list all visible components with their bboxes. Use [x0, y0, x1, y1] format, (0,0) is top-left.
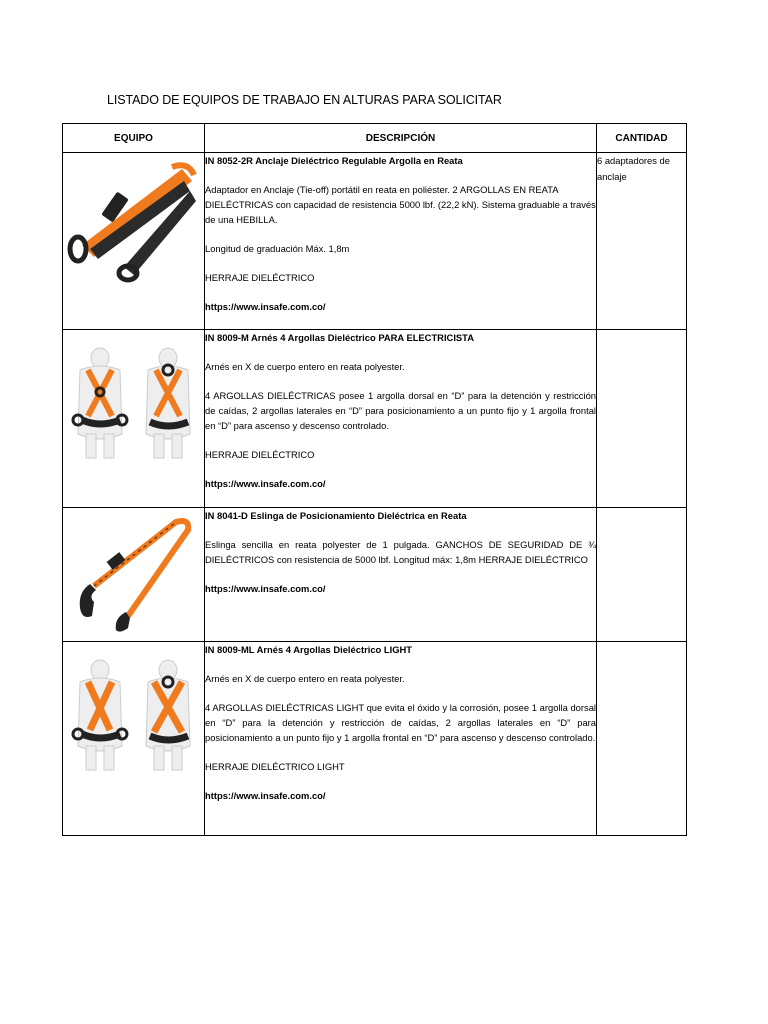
- table-row: [63, 153, 687, 330]
- equipment-table: [62, 123, 687, 836]
- description-cell: [205, 508, 597, 642]
- quantity-cell: [597, 642, 687, 836]
- product-heading: IN 8041-D Eslinga de Posicionamiento Dieléctrica en Reata: [205, 510, 467, 521]
- equipment-image-cell: [63, 330, 205, 508]
- product-link[interactable]: https://www.insafe.com.co/: [205, 790, 326, 801]
- product-heading: IN 8009-M Arnés 4 Argollas Dieléctrico PARA ELECTRICISTA: [205, 332, 474, 343]
- table-header-row: [63, 124, 687, 153]
- equipment-image-cell: [63, 508, 205, 642]
- equipment-image-cell: [63, 153, 205, 330]
- description-paragraph: 4 ARGOLLAS DIELÉCTRICAS LIGHT que evita el óxido y la corrosión, posee 1 argolla dorsal en “D” para la detención y restricción de caídas, 2 argollas laterales en “D” para posicionamiento a un punto fijo y 1 argolla frontal en “D” para ascenso y descenso controlado.: [205, 702, 596, 743]
- table-row: [63, 508, 687, 642]
- description-cell: [205, 153, 597, 330]
- product-link[interactable]: https://www.insafe.com.co/: [205, 583, 326, 594]
- row-marker: [62, 329, 68, 330]
- full-body-harness-light-icon: [64, 648, 204, 788]
- row-marker: [62, 152, 68, 153]
- description-paragraph: HERRAJE DIELÉCTRICO: [205, 449, 315, 460]
- full-body-harness-icon: [64, 336, 204, 476]
- product-heading: IN 8052-2R Anclaje Dieléctrico Regulable Argolla en Reata: [205, 155, 463, 166]
- quantity-cell: [597, 508, 687, 642]
- description-paragraph: Longitud de graduación Máx. 1,8m: [205, 243, 350, 254]
- document-title: LISTADO DE EQUIPOS DE TRABAJO EN ALTURAS PARA SOLICITAR: [107, 93, 502, 107]
- description-paragraph: Adaptador en Anclaje (Tie-off) portátil en reata en poliéster. 2 ARGOLLAS EN REATA DIELÉCTRICAS con capacidad de resistencia 5000 lbf. (22,2 kN). Sistema graduable a través de una HEBILLA.: [205, 184, 596, 225]
- table-row: [63, 330, 687, 508]
- row-marker: [62, 641, 68, 642]
- description-cell: [205, 642, 597, 836]
- row-marker: [62, 507, 68, 508]
- product-heading: IN 8009-ML Arnés 4 Argollas Dieléctrico LIGHT: [205, 644, 413, 655]
- description-paragraph: Arnés en X de cuerpo entero en reata polyester.: [205, 673, 405, 684]
- header-equipo: EQUIPO: [63, 124, 205, 153]
- quantity-cell: [597, 330, 687, 508]
- header-descripcion: DESCRIPCIÓN: [205, 124, 597, 153]
- tie-off-anchor-strap-icon: [64, 157, 204, 287]
- product-link[interactable]: https://www.insafe.com.co/: [205, 301, 326, 312]
- description-paragraph: 4 ARGOLLAS DIELÉCTRICAS posee 1 argolla dorsal en “D” para la detención y restricción de caídas, 2 argollas laterales en “D” para posicionamiento a un punto fijo y 1 argolla frontal en “D” para ascenso y descenso controlado.: [205, 390, 596, 431]
- description-paragraph: Eslinga sencilla en reata polyester de 1 pulgada. GANCHOS DE SEGURIDAD DE ¾ DIELÉCTRICOS con resistencia de 5000 lbf. Longitud máx: 1,8m HERRAJE DIELÉCTRICO: [205, 539, 596, 565]
- positioning-lanyard-icon: [64, 512, 204, 632]
- description-paragraph: Arnés en X de cuerpo entero en reata polyester.: [205, 361, 405, 372]
- description-paragraph: HERRAJE DIELÉCTRICO: [205, 272, 315, 283]
- header-cantidad: CANTIDAD: [597, 124, 687, 153]
- description-cell: [205, 330, 597, 508]
- description-paragraph: HERRAJE DIELÉCTRICO LIGHT: [205, 761, 345, 772]
- equipment-image-cell: [63, 642, 205, 836]
- product-link[interactable]: https://www.insafe.com.co/: [205, 478, 326, 489]
- quantity-cell: 6 adaptadores de anclaje: [597, 153, 687, 330]
- table-row: [63, 642, 687, 836]
